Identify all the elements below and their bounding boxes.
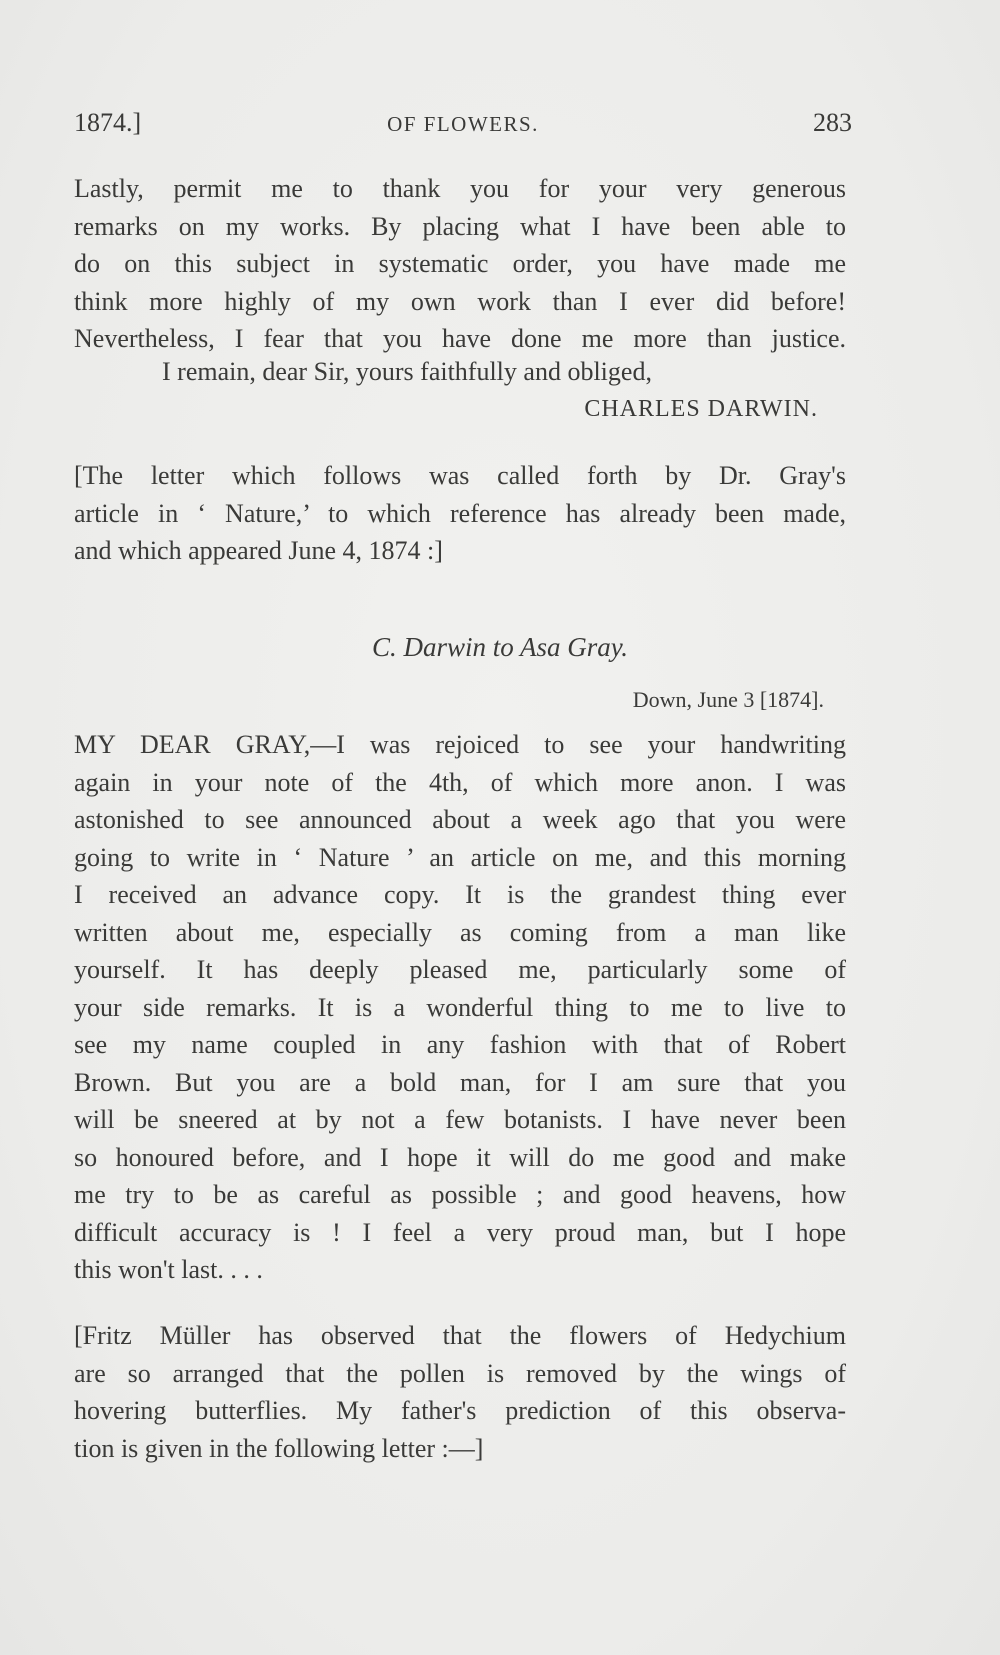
text-line: I received an advance copy. It is the grandest thing ever: [74, 880, 846, 909]
text-line: hovering butterflies. My father's prediction of this observa-: [74, 1396, 846, 1425]
text-line: will be sneered at by not a few botanists. I have never been: [74, 1105, 846, 1134]
text-line: and which appeared June 4, 1874 :]: [74, 536, 443, 565]
text-line: difficult accuracy is ! I feel a very proud man, but I hope: [74, 1217, 846, 1247]
text-line: your side remarks. It is a wonderful thing to me to live to: [74, 992, 846, 1022]
text-line: me try to be as careful as possible ; and good heavens, how: [74, 1180, 846, 1209]
paragraph-thanks: [74, 170, 846, 358]
page-number: 283: [813, 108, 852, 137]
text-line: written about me, especially as coming from a man like: [74, 917, 846, 947]
signature: CHARLES DARWIN.: [584, 396, 818, 422]
text-line: going to write in ‘ Nature ’ an article on me, and this morning: [74, 842, 846, 872]
text-line: astonished to see announced about a week ago that you were: [74, 805, 846, 834]
text-line: article in ‘ Nature,’ to which reference has already been made,: [74, 498, 846, 528]
letter-closing: I remain, dear Sir, yours faithfully and obliged,: [162, 357, 652, 386]
text-line: yourself. It has deeply pleased me, particularly some of: [74, 955, 846, 984]
text-line: Nevertheless, I fear that you have done me more than justice.: [74, 324, 846, 353]
running-head-title: OF FLOWERS.: [387, 112, 539, 136]
letter-dateline: Down, June 3 [1874].: [632, 687, 824, 712]
paragraph-editorial-note: [74, 457, 846, 570]
text-line: think more highly of my own work than I ever did before!: [74, 286, 846, 316]
paragraph-letter-body: [74, 726, 846, 1289]
text-line: tion is given in the following letter :—]: [74, 1433, 484, 1463]
text-line: remarks on my works. By placing what I have been able to: [74, 211, 846, 241]
text-line: Brown. But you are a bold man, for I am sure that you: [74, 1067, 846, 1097]
text-line: so honoured before, and I hope it will do me good and make: [74, 1142, 846, 1172]
text-line: Lastly, permit me to thank you for your very generous: [74, 174, 846, 203]
text-line: [Fritz Müller has observed that the flowers of Hedychium: [74, 1321, 846, 1350]
text-line: again in your note of the 4th, of which more anon. I was: [74, 767, 846, 797]
text-line: see my name coupled in any fashion with that of Robert: [74, 1030, 846, 1059]
paragraph-fritz-muller-note: [74, 1317, 846, 1467]
text-line: this won't last. . . .: [74, 1255, 263, 1284]
text-line: are so arranged that the pollen is removed by the wings of: [74, 1358, 846, 1388]
text-line: do on this subject in systematic order, you have made me: [74, 249, 846, 278]
text-line: MY DEAR GRAY,—I was rejoiced to see your handwriting: [74, 730, 846, 759]
running-head-year: 1874.]: [74, 108, 142, 137]
letter-heading: C. Darwin to Asa Gray.: [371, 632, 629, 662]
text-line: [The letter which follows was called forth by Dr. Gray's: [74, 461, 846, 490]
running-head: [74, 108, 852, 142]
